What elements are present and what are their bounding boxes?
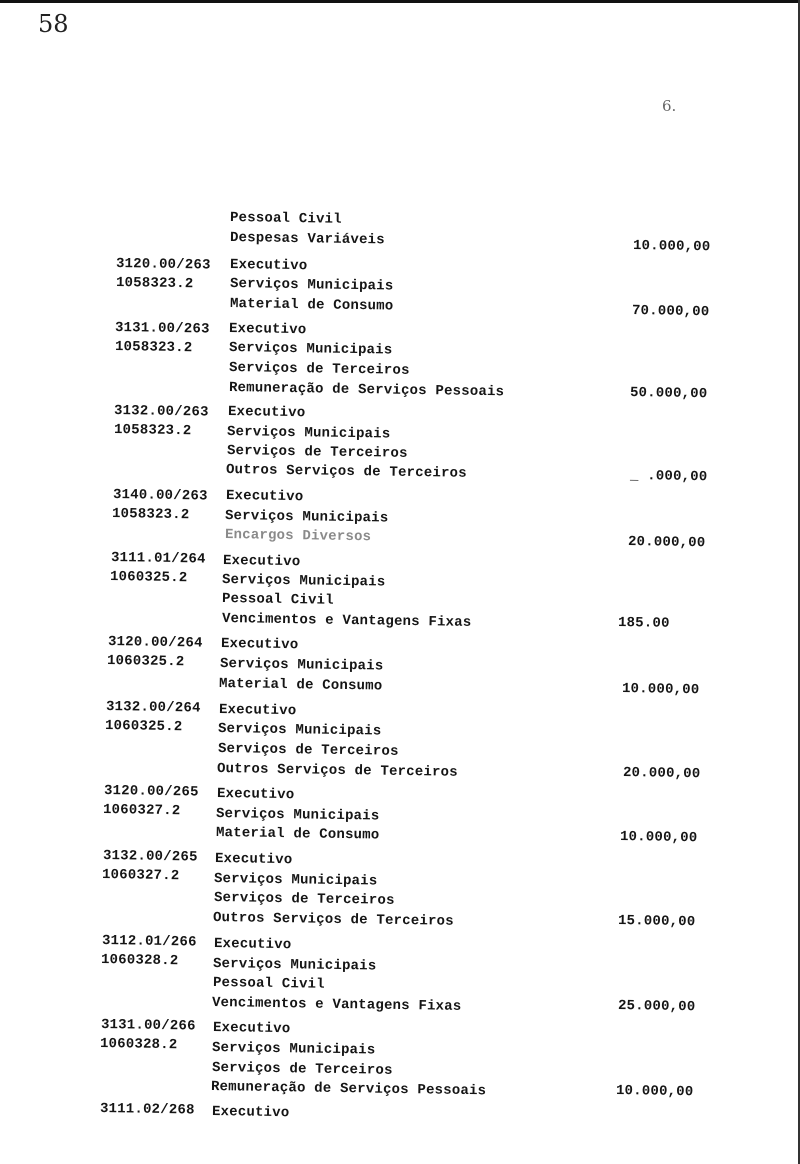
line-account-code: 3120.00/263 — [115, 256, 211, 274]
line-description: Outros Serviços de Terceiros — [216, 761, 458, 781]
line-account-code: 1058323.2 — [113, 422, 192, 440]
line-amount: 20.000,00 — [627, 534, 706, 552]
line-description: Executivo — [220, 636, 299, 654]
line-description: Pessoal Civil — [229, 210, 342, 228]
line-amount: 50.000,00 — [629, 385, 708, 403]
line-account-code: 3112.01/266 — [101, 933, 197, 951]
line-description: Executivo — [211, 1104, 290, 1122]
line-account-code: 1060325.2 — [109, 569, 188, 587]
line-description: Serviços Municipais — [217, 721, 382, 740]
line-description: Material de Consumo — [218, 676, 383, 695]
line-description: Executivo — [213, 936, 292, 954]
line-description: Outros Serviços de Terceiros — [212, 910, 454, 930]
line-account-code: 3120.00/265 — [103, 783, 199, 801]
line-description: Serviços de Terceiros — [226, 443, 408, 462]
line-account-code: 1058323.2 — [115, 275, 194, 293]
line-account-code: 1060328.2 — [99, 1036, 178, 1054]
page-number: 58 — [38, 10, 69, 38]
line-account-code: 1060327.2 — [101, 867, 180, 885]
line-description: Serviços Municipais — [215, 806, 380, 825]
line-account-code: 1060325.2 — [104, 718, 183, 736]
line-description: Material de Consumo — [229, 296, 394, 315]
line-description: Remuneração de Serviços Pessoais — [210, 1079, 487, 1100]
line-account-code: 1060327.2 — [102, 802, 181, 820]
line-amount: 10.000,00 — [619, 829, 698, 847]
page-top-edge — [0, 0, 800, 3]
line-description: Executivo — [227, 404, 306, 422]
line-description: Executivo — [218, 702, 297, 720]
line-description: Pessoal Civil — [212, 975, 325, 993]
line-account-code: 3132.00/265 — [102, 848, 198, 866]
line-account-code: 3132.00/264 — [105, 699, 201, 717]
line-description: Serviços Municipais — [221, 572, 386, 591]
line-amount: 25.000,00 — [617, 998, 696, 1016]
line-amount: 10.000,00 — [632, 238, 711, 256]
line-description: Vencimentos e Vantagens Fixas — [211, 995, 462, 1015]
line-description: Serviços Municipais — [212, 956, 377, 975]
line-account-code: 3131.00/263 — [114, 320, 210, 338]
line-description: Serviços Municipais — [229, 276, 394, 295]
line-description: Serviços de Terceiros — [213, 890, 395, 909]
line-account-code: 3131.00/266 — [100, 1017, 196, 1035]
line-description: Serviços Municipais — [224, 508, 389, 527]
line-description: Serviços de Terceiros — [211, 1060, 393, 1079]
line-description: Despesas Variáveis — [229, 230, 385, 249]
line-amount: 10.000,00 — [615, 1083, 694, 1101]
line-description: Executivo — [216, 786, 295, 804]
line-account-code: 1060325.2 — [106, 653, 185, 671]
line-description: Serviços de Terceiros — [228, 360, 410, 379]
line-account-code: 3120.00/264 — [107, 634, 203, 652]
line-description: Executivo — [222, 553, 301, 571]
line-account-code: 3111.02/268 — [99, 1101, 195, 1119]
line-description: Vencimentos e Vantagens Fixas — [221, 611, 472, 631]
line-description: Serviços Municipais — [228, 340, 393, 359]
line-account-code: 3140.00/263 — [112, 487, 208, 505]
line-amount: 15.000,00 — [617, 913, 696, 931]
line-description: Material de Consumo — [215, 825, 380, 844]
line-amount: 70.000,00 — [631, 303, 710, 321]
line-account-code: 1058323.2 — [111, 506, 190, 524]
line-description: Outros Serviços de Terceiros — [225, 462, 467, 482]
line-account-code: 1058323.2 — [114, 339, 193, 357]
line-description: Serviços Municipais — [213, 871, 378, 890]
line-amount: 185.00 — [617, 615, 670, 632]
line-description: Serviços de Terceiros — [217, 741, 399, 760]
line-description: Executivo — [229, 257, 308, 275]
line-description: Serviços Municipais — [211, 1040, 376, 1059]
line-description: Executivo — [228, 321, 307, 339]
line-account-code: 3132.00/263 — [113, 403, 209, 421]
line-account-code: 3111.01/264 — [110, 550, 206, 568]
line-account-code: 1060328.2 — [100, 952, 179, 970]
line-description: Executivo — [225, 488, 304, 506]
line-description: Serviços Municipais — [226, 424, 391, 443]
line-description: Encargos Diversos — [224, 527, 372, 546]
line-amount: _ .000,00 — [629, 468, 708, 486]
corner-mark: 6. — [662, 97, 677, 115]
line-amount: 20.000,00 — [622, 765, 701, 783]
line-amount: 10.000,00 — [621, 681, 700, 699]
line-description: Executivo — [212, 1020, 291, 1038]
line-description: Pessoal Civil — [221, 591, 334, 609]
line-description: Serviços Municipais — [219, 656, 384, 675]
line-description: Executivo — [214, 851, 293, 869]
line-description: Remuneração de Serviços Pessoais — [228, 380, 505, 401]
